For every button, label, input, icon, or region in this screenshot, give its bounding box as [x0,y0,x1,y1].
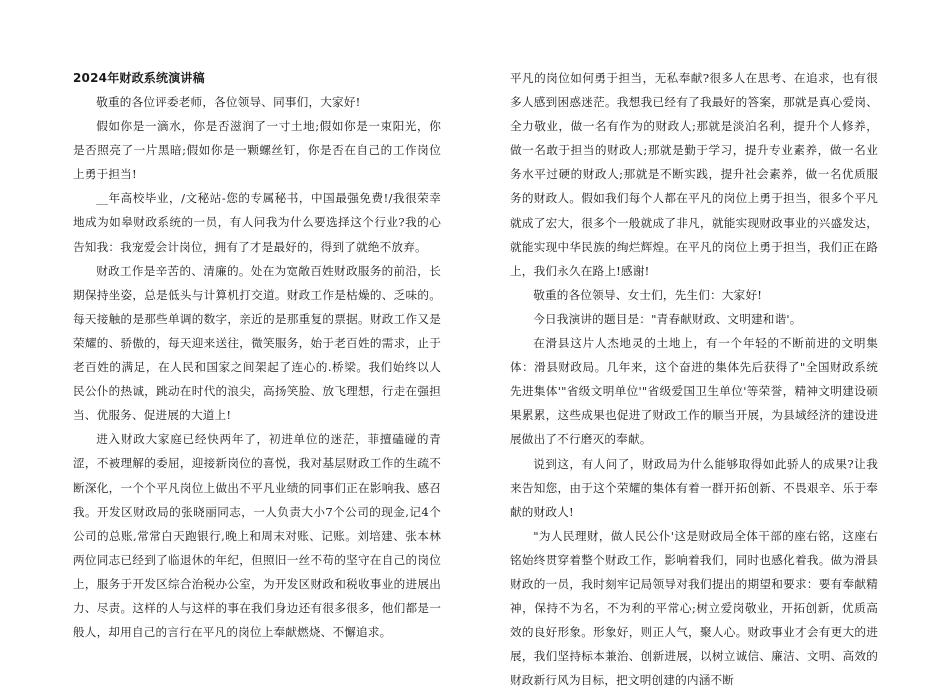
paragraph-continued: 平凡的岗位如何勇于担当，无私奉献?很多人在思考、在追求，也有很多人感到困惑迷茫。我想我已经有了我最好的答案，那就是真心爱岗、全力敬业，做一名有作为的财政人;那就是淡泊名利，提升个人修养，做一名敢于担当的财政人;那就是勤于学习，提升专业素养，做一名业务水平过硬的财政人;那就是不断实践，提升社会素养，做一名优质服务的财政人。假如我们每个人都在平凡的岗位上勇于担当，很多个平凡就成了宏大，很多个一般就成了非凡，就能实现财政事业的兴盛发达，就能实现中华民族的绚烂辉煌。在平凡的岗位上勇于担当，我们正在路上，我们永久在路上!感谢! [510,71,878,278]
paragraph: 今日我演讲的题目是："青春献财政、文明建和谐'。 [533,311,802,326]
paragraph: 敬重的各位领导、女士们，先生们：大家好! [533,287,763,302]
paragraph: 敬重的各位评委老师，各位领导、同事们，大家好! [96,95,361,109]
paragraph: 假如你是一滴水，你是否滋润了一寸土地;假如你是一束阳光，你是否照亮了一片黑暗;假如你是一颗螺丝钉，你是否在自己的工作岗位上勇于担当! [73,119,441,182]
left-column [73,66,441,644]
paragraph: 在滑县这片人杰地灵的土地上，有一个年轻的不断前进的文明集体：滑县财政局。几年来，这个奋进的集体先后获得了"全国财政系统先进集体'"省级文明单位'"省级爱国卫生单位'等荣誉，精神文明建设硕果累累，这些成果也促进了财政工作的顺当开展，为县域经济的建设进展做出了不行磨灭的奉献。 [510,336,878,447]
paragraph: "为人民理财，做人民公仆'这是财政局全体干部的座右铭，这座右铭始终贯穿着整个财政工作，影响着我们，同时也感化着我。做为滑县财政的一员，我时刻牢记局领导对我们提出的期望和要求：要有奉献精神，保持不为名，不为利的平常心;树立爱岗敬业，开拓创新，优质高效的良好形象。形象好，则正人气，聚人心。财政事业才会有更大的进展，我们坚持标本兼治、创新进展，以树立诚信、廉洁、文明、高效的财政新行风为目标，把文明创建的内涵不断 [510,528,878,688]
paragraph: 说到这，有人问了，财政局为什么能够取得如此骄人的成果?让我来告知您，由于这个荣耀的集体有着一群开拓创新、不畏艰辛、乐于奉献的财政人! [510,456,878,519]
document-title: 2024年财政系统演讲稿 [73,71,205,85]
paragraph: 财政工作是辛苦的、清廉的。处在为宽敞百姓财政服务的前沿，长期保持坐姿，总是低头与计算机打交道。财政工作是枯燥的、乏味的。每天接触的是那些单调的数字，亲近的是那重复的票据。财政工作又是荣耀的、骄傲的，每天迎来送往，微笑服务，始于老百姓的需求，止于老百姓的满足，在人民和国家之间架起了连心的.桥梁。我们始终以人民公仆的热诚，跳动在时代的浪尖，高扬笑脸、放飞理想，行走在强担当、优服务、促进展的大道上! [73,263,441,423]
paragraph: 进入财政大家庭已经快两年了，初进单位的迷茫，菲擅磕碰的青涩，不被理解的委屈，迎接新岗位的喜悦，我对基层财政工作的生疏不断深化，一个个平凡岗位上做出不平凡业绩的同事们正在影响我、感召我。开发区财政局的张晓丽同志，一人负责大小7个公司的现金,记4个公司的总账,常常白天跑银行,晚上和周末对账、记账。刘培建、张本林两位同志已经到了临退休的年纪，但照旧一丝不苟的坚守在自己的岗位上，服务于开发区综合治税办公室，为开发区财政和税收事业的进展出力、尽责。这样的人与这样的事在我们身边还有很多很多，他们都是一般人，却用自己的言行在平凡的岗位上奉献燃烧、不懈追求。 [73,432,441,640]
paragraph: __年高校毕业，/文秘站-您的专属秘书，中国最强免费!/我很荣幸地成为如皋财政系统的一员，有人问我为什么要选择这个行业?我的心告知我：我宠爱会计岗位，拥有了才是最好的，得到了就绝不放弃。 [73,191,441,254]
right-column [510,66,878,692]
